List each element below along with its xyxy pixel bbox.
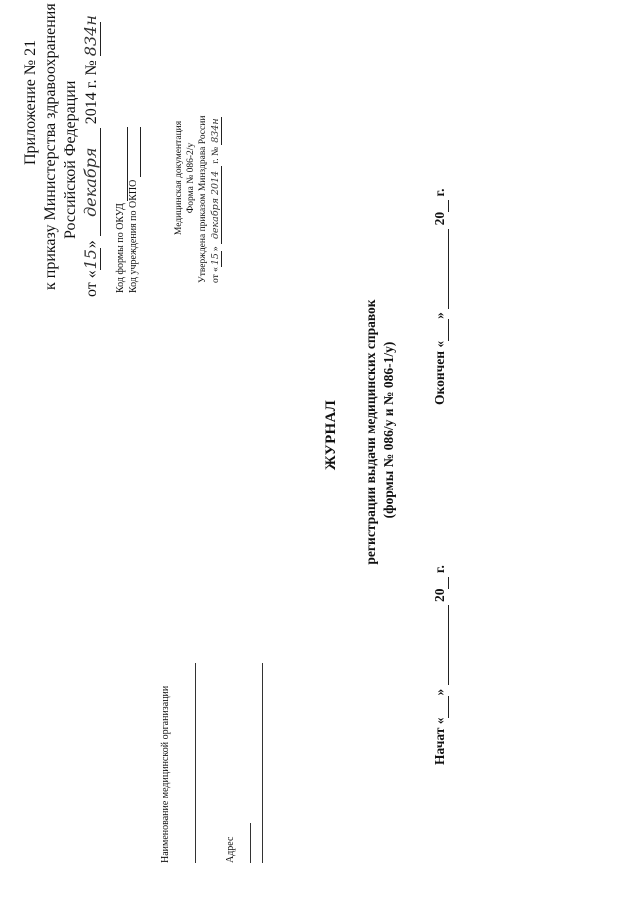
period-start (432, 565, 449, 765)
appendix-date-day: 15 (81, 249, 100, 270)
start-mid: » (432, 688, 447, 696)
appendix-date-prefix: от « (83, 270, 100, 297)
end-mid: » (432, 312, 447, 319)
okud-label: Код формы по ОКУД (115, 203, 126, 293)
start-month-field (432, 605, 449, 685)
journal-subtitle-2: (формы № 086/у и № 086-1/у) (381, 341, 396, 519)
address-label: Адрес (225, 836, 236, 863)
meddoc-date-year: г. № (211, 146, 221, 164)
meddoc-line2: Форма № 086-2/у (186, 142, 196, 214)
start-suffix: г. (432, 565, 447, 574)
meddoc-date-number: 834н (210, 118, 221, 143)
appendix-federation: Российской Федерации (62, 80, 79, 239)
okpo-row (128, 127, 141, 293)
okpo-field (128, 127, 141, 177)
meddoc-date-line (210, 117, 222, 283)
meddoc-date-month: декабря 2014 (210, 166, 222, 244)
meddoc-date-mid: » (211, 246, 221, 252)
start-year-field (432, 577, 449, 589)
org-name-line-2 (262, 663, 263, 863)
end-year: 20 (432, 211, 447, 226)
appendix-date-number: 834н (81, 15, 100, 57)
meddoc-line1: Медицинская документация (174, 120, 184, 236)
org-name-label: Наименование медицинской организации (160, 685, 171, 863)
end-prefix: Окончен « (432, 340, 447, 405)
meddoc-date-day: 15 (210, 253, 221, 266)
start-year: 20 (432, 588, 447, 603)
okud-field (115, 127, 128, 201)
address-line (250, 823, 251, 863)
okud-row (115, 127, 128, 293)
end-year-field (432, 200, 449, 212)
appendix-date-mid: » (83, 240, 100, 249)
journal-title: ЖУРНАЛ (323, 399, 339, 471)
appendix-order: к приказу Министерства здравоохранения (42, 3, 59, 290)
start-day-field (432, 696, 449, 718)
end-suffix: г. (432, 188, 447, 197)
appendix-date-year: 2014 г. № (83, 60, 100, 125)
period-end (432, 189, 449, 406)
org-name-line-1 (195, 663, 196, 863)
appendix-date-line (81, 15, 101, 297)
end-month-field (432, 229, 449, 309)
meddoc-line3: Утверждена приказом Минздрава России (198, 115, 208, 283)
appendix-date-month: декабря (82, 128, 101, 236)
start-prefix: Начат « (432, 717, 447, 765)
end-day-field (432, 319, 449, 341)
journal-subtitle-1: регистрации выдачи медицинских справок (363, 299, 378, 565)
appendix-number: Приложение № 21 (22, 39, 39, 165)
okpo-label: Код учреждения по ОКПО (128, 179, 139, 293)
meddoc-date-prefix: от « (211, 267, 221, 283)
